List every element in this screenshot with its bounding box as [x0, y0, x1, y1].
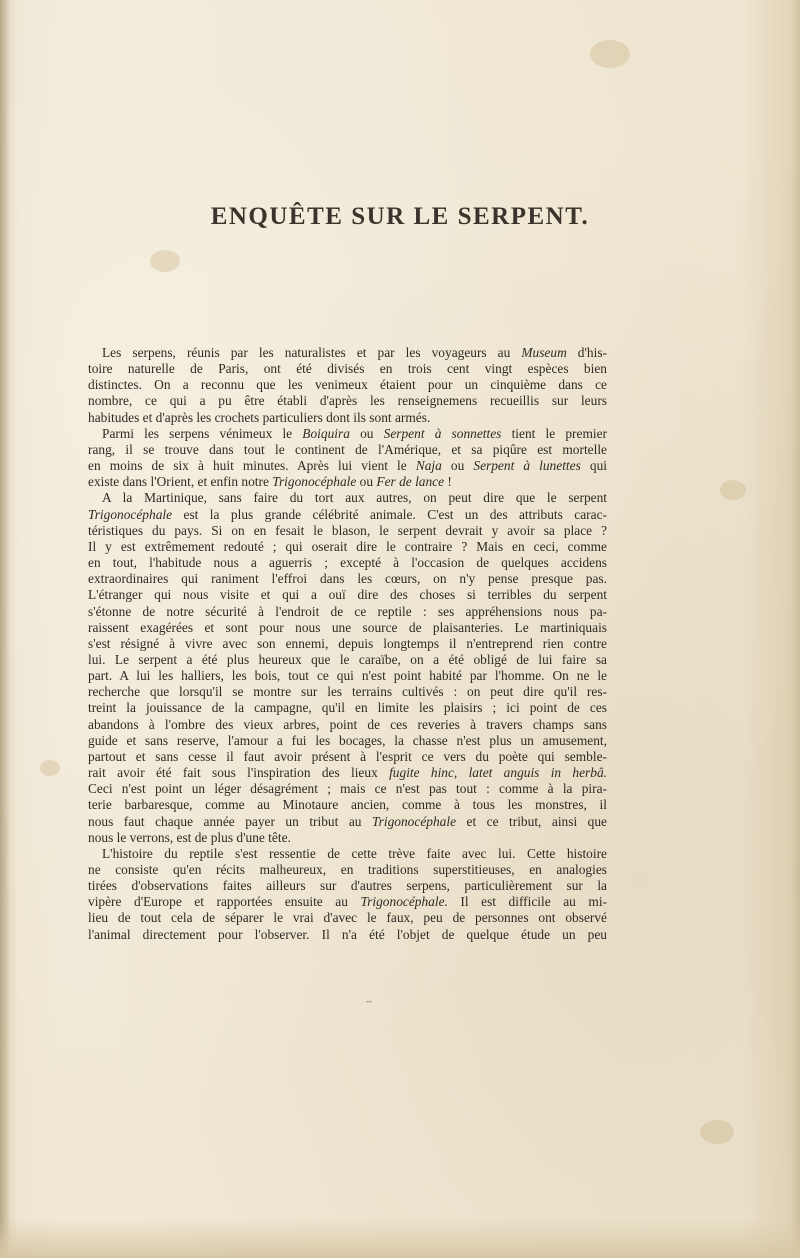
text-run: Ceci n'est point un léger désagrément ; mais ce n'est pas tout : comme à la pira-: [88, 781, 607, 797]
text-run: nous faut chaque année payer un tribut au: [88, 813, 372, 829]
text-run: !: [444, 474, 452, 490]
text-run: tient le premier: [501, 425, 607, 441]
text-run: ou: [356, 474, 377, 490]
text-line: [88, 927, 607, 943]
italic-phrase: Naja: [415, 458, 442, 474]
text-line: [88, 684, 607, 700]
text-line: [88, 539, 607, 555]
text-run: terie barbaresque, comme au Minotaure ancien, comme à tous les monstres, il: [88, 797, 607, 813]
text-line: [88, 555, 607, 571]
text-run: est la plus grande célébrité animale. C'est un des attributs carac-: [172, 506, 607, 522]
text-run: toire naturelle de Paris, ont été divisés en trois cent vingt espèces bien: [88, 361, 607, 377]
text-run: nombre, ce qui a pu être établi d'après les renseignemens recueillis sur leurs: [88, 393, 607, 409]
text-line: [88, 474, 607, 490]
text-line: [88, 410, 607, 426]
text-run: Parmi les serpens vénimeux le: [102, 425, 303, 441]
text-run: lui. Le serpent a été plus heureux que le caraïbe, on a été obligé de lui faire sa: [88, 651, 607, 667]
text-line: [88, 717, 607, 733]
italic-phrase: Fer de lance: [376, 474, 445, 490]
text-line: [88, 797, 607, 813]
text-line: [88, 846, 607, 862]
paper-stain: [700, 1120, 734, 1144]
italic-phrase: Boiquira: [302, 425, 350, 441]
text-run: s'est résigné à vivre avec son ennemi, depuis longtemps il n'entreprend rien contre: [88, 635, 607, 651]
text-run: Il est difficile au mi-: [447, 894, 607, 910]
text-line: [88, 604, 607, 620]
paper-stain: [590, 40, 630, 68]
text-line: [88, 652, 607, 668]
text-run: ne consiste qu'en récits malheureux, en traditions superstitieuses, en analogies: [88, 862, 607, 877]
text-run: rang, il se trouve dans tout le continent de l'Amérique, et sa piqûre est mortelle: [88, 441, 607, 457]
text-line: [88, 781, 607, 797]
text-run: raissent exagérées et sont pour nous une source de plaisanteries. Le martiniquais: [88, 619, 607, 635]
text-run: d'his-: [566, 345, 607, 360]
page-bottom-edge-shadow: [0, 1218, 800, 1258]
text-line: [88, 749, 607, 765]
text-line: [88, 765, 607, 781]
text-run: s'étonne de notre sécurité à l'endroit de ce reptile : ses appréhensions nous pa-: [88, 603, 607, 619]
text-line: [88, 393, 607, 409]
paper-stain: [720, 480, 746, 500]
text-run: abandons à l'ombre des vieux arbres, point de ces reveries à travers champs sans: [88, 716, 607, 732]
text-line: [88, 361, 607, 377]
text-line: [88, 894, 607, 910]
text-line: [88, 345, 607, 361]
text-line: [88, 377, 607, 393]
text-run: L'histoire du reptile s'est ressentie de cette trève faite avec lui. Cette histoire: [102, 845, 607, 861]
text-line: [88, 733, 607, 749]
text-line: [88, 830, 607, 846]
text-line: [88, 862, 607, 878]
text-run: treint la jouissance de la campagne, qu'il en limite les plaisirs ; ici point de ces: [88, 700, 607, 716]
text-line: [88, 458, 607, 474]
italic-phrase: Serpent à sonnettes: [383, 425, 502, 441]
text-run: et ce tribut, ainsi que: [456, 813, 607, 829]
text-run: habitudes et d'après les crochets particuliers dont ils sont armés.: [88, 409, 431, 425]
text-run: Les serpens, réunis par les naturalistes et par les voyageurs au: [102, 345, 522, 360]
text-run: en tout, l'habitude nous a aguerris ; excepté à l'occasion de quelques accidens: [88, 555, 607, 571]
page-left-edge-shadow: [0, 0, 10, 1258]
text-run: nous le verrons, est de plus d'une tête.: [88, 829, 291, 845]
text-run: rait avoir été fait sous l'inspiration des lieux: [88, 765, 390, 781]
text-line: [88, 523, 607, 539]
page-title: ENQUÊTE SUR LE SERPENT.: [210, 203, 590, 230]
paper-stain: [150, 250, 180, 272]
italic-phrase: Serpent à lunettes: [473, 458, 581, 474]
text-line: [88, 700, 607, 716]
text-line: [88, 442, 607, 458]
text-run: ou: [349, 425, 384, 441]
italic-phrase: fugite hinc, latet anguis in herbâ.: [389, 765, 608, 781]
text-run: partout et sans cesse il faut avoir présent à l'esprit ce vers du poète qui semble-: [88, 748, 607, 764]
text-run: L'étranger qui nous visite et qui a ouï dire des choses si terribles du serpent: [88, 587, 607, 603]
paper-stain: [40, 760, 60, 776]
text-line: [88, 814, 607, 830]
text-run: qui: [580, 458, 607, 474]
text-run: existe dans l'Orient, et enfin notre: [88, 474, 273, 490]
printer-mark: --: [366, 996, 372, 1006]
text-line: [88, 636, 607, 652]
text-line: [88, 910, 607, 926]
text-run: part. A lui les halliers, les bois, tout ce qui n'est point habité par l'homme. On ne le: [88, 668, 607, 684]
text-run: recherche que lorsqu'il se montre sur les terrains cultivés : on peut dire qu'il res-: [88, 684, 607, 700]
text-line: [88, 668, 607, 684]
text-line: [88, 620, 607, 636]
text-run: l'animal directement pour l'observer. Il n'a été l'objet de quelque étude un peu: [88, 926, 607, 942]
text-line: [88, 490, 607, 506]
text-line: [88, 426, 607, 442]
text-run: guide et sans reserve, l'amour a fui les bocages, la chasse n'est plus un amusement,: [88, 732, 607, 748]
article-body: [88, 345, 607, 943]
text-run: en moins de six à huit minutes. Après lui vient le: [88, 458, 416, 474]
text-line: [88, 507, 607, 523]
text-run: tirées d'observations faites ailleurs sur d'autres serpens, particulièrement sur la: [88, 878, 607, 894]
text-run: extraordinaires qui raniment l'effroi dans les cœurs, on n'y pense presque pas.: [88, 571, 607, 587]
text-line: [88, 571, 607, 587]
italic-phrase: Trigonocéphale: [371, 813, 457, 829]
italic-phrase: Museum: [521, 345, 567, 360]
italic-phrase: Trigonocéphale.: [360, 894, 448, 910]
text-run: distinctes. On a reconnu que les venimeux étaient pour un cinquième dans ce: [88, 377, 607, 393]
text-run: vipère d'Europe et rapportées ensuite au: [88, 894, 361, 910]
text-run: lieu de tout cela de séparer le vrai d'avec le faux, peu de personnes ont observé: [88, 910, 607, 926]
text-run: ou: [441, 458, 474, 474]
text-run: A la Martinique, sans faire du tort aux autres, on peut dire que le serpent: [102, 490, 607, 506]
text-run: Il y est extrêmement redouté ; qui oserait dire le contraire ? Mais en ceci, comme: [88, 538, 607, 554]
text-run: téristiques du pays. Si on en fesait le blason, le serpent devrait y avoir sa place ?: [88, 522, 607, 538]
italic-phrase: Trigonocéphale: [88, 506, 173, 522]
text-line: [88, 587, 607, 603]
text-line: [88, 878, 607, 894]
italic-phrase: Trigonocéphale: [272, 474, 357, 490]
